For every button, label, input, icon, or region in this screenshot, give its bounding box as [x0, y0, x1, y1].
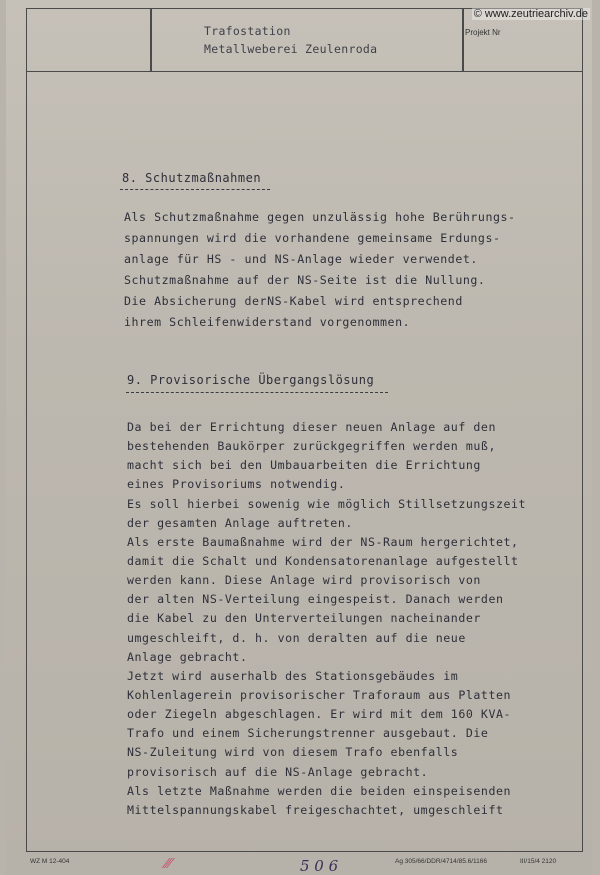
text-line: Als Schutzmaßnahme gegen unzulässig hohe Berührungs- — [124, 210, 516, 224]
projekt-label: Projekt Nr — [465, 28, 501, 37]
header-cell-title — [151, 8, 463, 72]
handwritten-red-mark: ⁄⁄⁄ — [165, 857, 172, 872]
section-8-heading: 8. Schutzmaßnahmen — [122, 171, 262, 185]
text-line: der alten NS-Verteilung eingespeist. Danach werden — [127, 592, 504, 607]
text-line: die Kabel zu den Unterverteilungen nacheinander — [127, 611, 481, 626]
form-code: WZ M 12-404 — [30, 858, 70, 865]
text-line: damit die Schalt und Kondensatorenanlage aufgestellt — [127, 553, 519, 568]
section-9-underline — [126, 392, 388, 393]
text-line: Jetzt wird auserhalb des Stationsgebäudes im — [127, 668, 459, 683]
text-line: werden kann. Diese Anlage wird provisorisch von — [127, 573, 481, 588]
text-line: der gesamten Anlage auftreten. — [127, 515, 353, 530]
text-line: Da bei der Errichtung dieser neuen Anlage auf den — [127, 420, 496, 434]
text-line: Mittelspannungskabel freigeschachtet, umgeschleift — [127, 802, 504, 817]
text-line: umgeschleift, d. h. von deralten auf die neue — [127, 630, 466, 645]
text-line: Schutzmaßnahme auf der NS-Seite ist die Nullung. — [124, 273, 486, 287]
text-line: macht sich bei den Umbauarbeiten die Errichtung — [127, 458, 481, 473]
text-line: Kohlenlagerein provisorischer Traforaum aus Platten — [127, 687, 512, 702]
text-line: bestehenden Baukörper zurückgegriffen werden muß, — [127, 439, 496, 454]
header-title-line1: Trafostation — [204, 24, 291, 38]
section-8-underline — [120, 189, 270, 190]
text-line: Trafo und einem Sicherungstrenner ausgebaut. Die — [127, 726, 489, 741]
text-line: anlage für HS - und NS-Anlage wieder verwendet. — [124, 252, 478, 266]
text-line: Anlage gebracht. — [127, 649, 248, 664]
section-9-heading: 9. Provisorische Übergangslösung — [127, 373, 375, 387]
section-8-body — [124, 207, 516, 333]
text-line: spannungen wird die vorhandene gemeinsame Erdungs- — [124, 231, 501, 245]
text-line: Als letzte Maßnahme werden die beiden einspeisenden — [127, 783, 512, 798]
text-line: Als erste Baumaßnahme wird der NS-Raum hergerichtet, — [127, 534, 519, 549]
text-line: oder Ziegeln abgeschlagen. Er wird mit dem 160 KVA- — [127, 707, 512, 722]
header-cell-left — [26, 8, 151, 72]
text-line: eines Provisoriums notwendig. — [127, 477, 346, 492]
text-line: ihrem Schleifenwiderstand vorgenommen. — [124, 315, 411, 329]
print-code-2: III/15/4 2120 — [520, 858, 557, 865]
section-9-body — [127, 418, 526, 820]
header-title-line2: Metallweberei Zeulenroda — [204, 42, 378, 56]
text-line: NS-Zuleitung wird von diesem Trafo ebenfalls — [127, 745, 459, 760]
watermark: © www.zeutriearchiv.de — [473, 8, 588, 20]
text-line: Es soll hierbei sowenig wie möglich Stillsetzungszeit — [127, 496, 527, 511]
text-line: provisorisch auf die NS-Anlage gebracht. — [127, 764, 429, 779]
handwritten-number: 5 0 6 — [300, 857, 339, 875]
text-line: Die Absicherung derNS-Kabel wird entsprechend — [124, 294, 463, 308]
print-code: Ag 305/66/DDR/4714/85.6/1166 — [395, 858, 488, 865]
